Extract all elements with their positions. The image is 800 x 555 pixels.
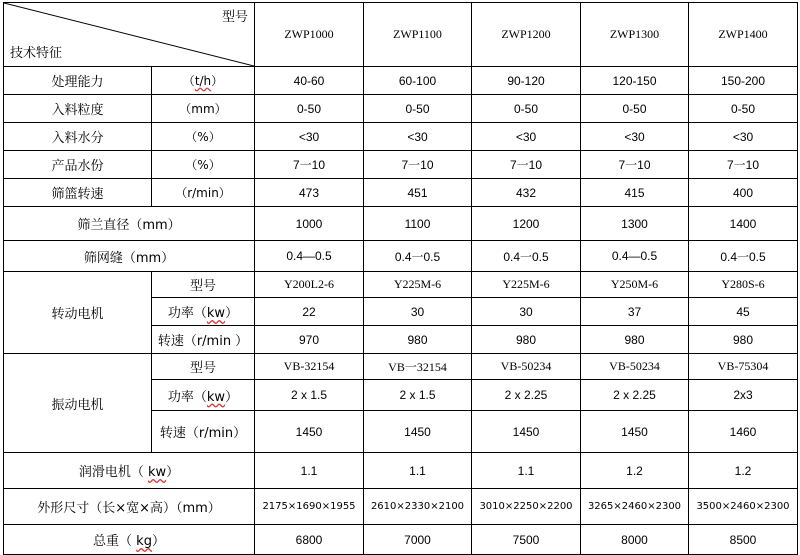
lube-motor-value: 1.1 — [255, 453, 364, 489]
vibration-motor-model-value: VB-50234 — [472, 354, 581, 380]
dimensions-value: 3500×2460×2300 — [689, 489, 798, 525]
header-corner-cell — [4, 3, 255, 67]
capacity-value: 120-150 — [581, 67, 689, 95]
capacity-value: 90-120 — [472, 67, 581, 95]
vibration-motor-power-value: 2 x 1.5 — [255, 380, 364, 411]
weight-value: 6800 — [255, 525, 364, 555]
model-header: ZWP1000 — [255, 3, 364, 67]
lube-motor-value: 1.2 — [689, 453, 798, 489]
basket-speed-value: 451 — [364, 179, 472, 207]
product-moisture-value: 7一10 — [255, 151, 364, 179]
lube-motor-value: 1.1 — [364, 453, 472, 489]
vibration-motor-model-label: 型号 — [152, 354, 255, 380]
row-basket-speed — [4, 179, 798, 207]
capacity-unit-core: t/h — [194, 74, 212, 88]
vibration-motor-speed-value: 1450 — [581, 411, 689, 453]
rotary-motor-power-value: 45 — [689, 298, 798, 326]
feed-moisture-value: <30 — [255, 123, 364, 151]
feed-size-unit: （mm） — [152, 95, 255, 123]
lube-motor-label: 润滑电机（ kw） — [4, 453, 255, 489]
rotary-motor-group-label: 转动电机 — [4, 272, 152, 354]
screen-gap-value: 0.4—0.5 — [255, 241, 364, 272]
rotary-motor-model-value: Y225M-6 — [364, 272, 472, 298]
basket-speed-value: 400 — [689, 179, 798, 207]
vibration-motor-model-value: VB一32154 — [364, 354, 472, 380]
row-screen-gap — [4, 241, 798, 272]
rotary-motor-model-value: Y200L2-6 — [255, 272, 364, 298]
rotary-motor-speed-label: 转速（r/min ） — [152, 326, 255, 354]
vibration-motor-speed-value: 1450 — [364, 411, 472, 453]
flange-diameter-value: 1000 — [255, 207, 364, 241]
flange-diameter-value: 1100 — [364, 207, 472, 241]
dimensions-label: 外形尺寸（长×宽×高）（mm） — [4, 489, 255, 525]
lube-motor-value: 1.2 — [581, 453, 689, 489]
rotary-motor-power-value: 22 — [255, 298, 364, 326]
rotary-motor-power-value: 37 — [581, 298, 689, 326]
rotary-motor-speed-value: 970 — [255, 326, 364, 354]
row-rotary-motor-model — [4, 272, 798, 298]
feed-moisture-value: <30 — [689, 123, 798, 151]
feed-size-value: 0-50 — [364, 95, 472, 123]
capacity-value: 40-60 — [255, 67, 364, 95]
product-moisture-label: 产品水份 — [4, 151, 152, 179]
header-row — [4, 3, 798, 67]
rotary-motor-power-value: 30 — [472, 298, 581, 326]
basket-speed-value: 473 — [255, 179, 364, 207]
vibration-motor-power-value: 2 x 2.25 — [581, 380, 689, 411]
rotary-motor-model-value: Y280S-6 — [689, 272, 798, 298]
rotary-motor-power-unit: kw — [206, 306, 226, 321]
vibration-motor-power-value: 2 x 2.25 — [472, 380, 581, 411]
lube-motor-value: 1.1 — [472, 453, 581, 489]
weight-value: 8500 — [689, 525, 798, 555]
feed-size-value: 0-50 — [255, 95, 364, 123]
rotary-motor-model-label: 型号 — [152, 272, 255, 298]
rotary-motor-model-value: Y225M-6 — [472, 272, 581, 298]
product-moisture-value: 7一10 — [364, 151, 472, 179]
feed-size-value: 0-50 — [581, 95, 689, 123]
screen-gap-value: 0.4—0.5 — [581, 241, 689, 272]
screen-gap-value: 0.4一0.5 — [689, 241, 798, 272]
row-product-moisture — [4, 151, 798, 179]
row-feed-moisture — [4, 123, 798, 151]
screen-gap-label: 筛网缝（mm） — [4, 241, 255, 272]
vibration-motor-speed-value: 1460 — [689, 411, 798, 453]
vibration-motor-power-unit: kw — [206, 389, 226, 405]
vibration-motor-speed-value: 1450 — [472, 411, 581, 453]
feed-size-label: 入料粒度 — [4, 95, 152, 123]
lube-motor-unit: kw — [147, 465, 167, 480]
model-header: ZWP1300 — [581, 3, 689, 67]
vibration-motor-group-label: 振动电机 — [4, 354, 152, 453]
basket-speed-label: 筛篮转速 — [4, 179, 152, 207]
feature-label: 技术特征 — [10, 46, 63, 61]
feed-size-value: 0-50 — [689, 95, 798, 123]
dimensions-value: 2610×2330×2100 — [364, 489, 472, 525]
feed-size-value: 0-50 — [472, 95, 581, 123]
row-lube-motor — [4, 453, 798, 489]
basket-speed-value: 415 — [581, 179, 689, 207]
product-moisture-value: 7一10 — [472, 151, 581, 179]
flange-diameter-value: 1300 — [581, 207, 689, 241]
rotary-motor-speed-value: 980 — [472, 326, 581, 354]
rotary-motor-speed-value: 980 — [689, 326, 798, 354]
feed-moisture-label: 入料水分 — [4, 123, 152, 151]
row-flange-diameter — [4, 207, 798, 241]
feed-moisture-unit: （%） — [152, 123, 255, 151]
model-header: ZWP1200 — [472, 3, 581, 67]
weight-unit: kg — [136, 534, 152, 549]
capacity-label: 处理能力 — [4, 67, 152, 95]
row-capacity — [4, 67, 798, 95]
weight-value: 8000 — [581, 525, 689, 555]
feed-moisture-value: <30 — [581, 123, 689, 151]
vibration-motor-model-value: VB-75304 — [689, 354, 798, 380]
vibration-motor-model-value: VB-50234 — [581, 354, 689, 380]
row-weight — [4, 525, 798, 555]
feed-moisture-value: <30 — [472, 123, 581, 151]
flange-diameter-value: 1400 — [689, 207, 798, 241]
dimensions-value: 3265×2460×2300 — [581, 489, 689, 525]
rotary-motor-speed-value: 980 — [364, 326, 472, 354]
rotary-motor-power-label: 功率（kw） — [152, 298, 255, 326]
flange-diameter-value: 1200 — [472, 207, 581, 241]
capacity-unit: （t/h） — [152, 67, 255, 95]
vibration-motor-power-label: 功率（kw） — [152, 380, 255, 411]
spec-table — [3, 2, 798, 555]
weight-value: 7000 — [364, 525, 472, 555]
product-moisture-value: 7一10 — [689, 151, 798, 179]
capacity-value: 150-200 — [689, 67, 798, 95]
row-feed-size — [4, 95, 798, 123]
rotary-motor-power-value: 30 — [364, 298, 472, 326]
vibration-motor-power-value: 2x3 — [689, 380, 798, 411]
vibration-motor-model-value: VB-32154 — [255, 354, 364, 380]
capacity-value: 60-100 — [364, 67, 472, 95]
screen-gap-value: 0.4一0.5 — [472, 241, 581, 272]
product-moisture-value: 7一10 — [581, 151, 689, 179]
dimensions-value: 2175×1690×1955 — [255, 489, 364, 525]
flange-diameter-label: 筛兰直径（mm） — [4, 207, 255, 241]
vibration-motor-speed-value: 1450 — [255, 411, 364, 453]
screen-gap-value: 0.4一0.5 — [364, 241, 472, 272]
vibration-motor-speed-label: 转速（r/min） — [152, 411, 255, 453]
product-moisture-unit: （%） — [152, 151, 255, 179]
basket-speed-value: 432 — [472, 179, 581, 207]
row-dimensions — [4, 489, 798, 525]
weight-value: 7500 — [472, 525, 581, 555]
model-label: 型号 — [221, 10, 248, 25]
model-header: ZWP1400 — [689, 3, 798, 67]
rotary-motor-speed-value: 980 — [581, 326, 689, 354]
basket-speed-unit: （r/min） — [152, 179, 255, 207]
vibration-motor-power-value: 2 x 1.5 — [364, 380, 472, 411]
rotary-motor-model-value: Y250M-6 — [581, 272, 689, 298]
feed-moisture-value: <30 — [364, 123, 472, 151]
dimensions-value: 3010×2250×2200 — [472, 489, 581, 525]
weight-label: 总重（ kg） — [4, 525, 255, 555]
model-header: ZWP1100 — [364, 3, 472, 67]
row-vibration-motor-model — [4, 354, 798, 380]
